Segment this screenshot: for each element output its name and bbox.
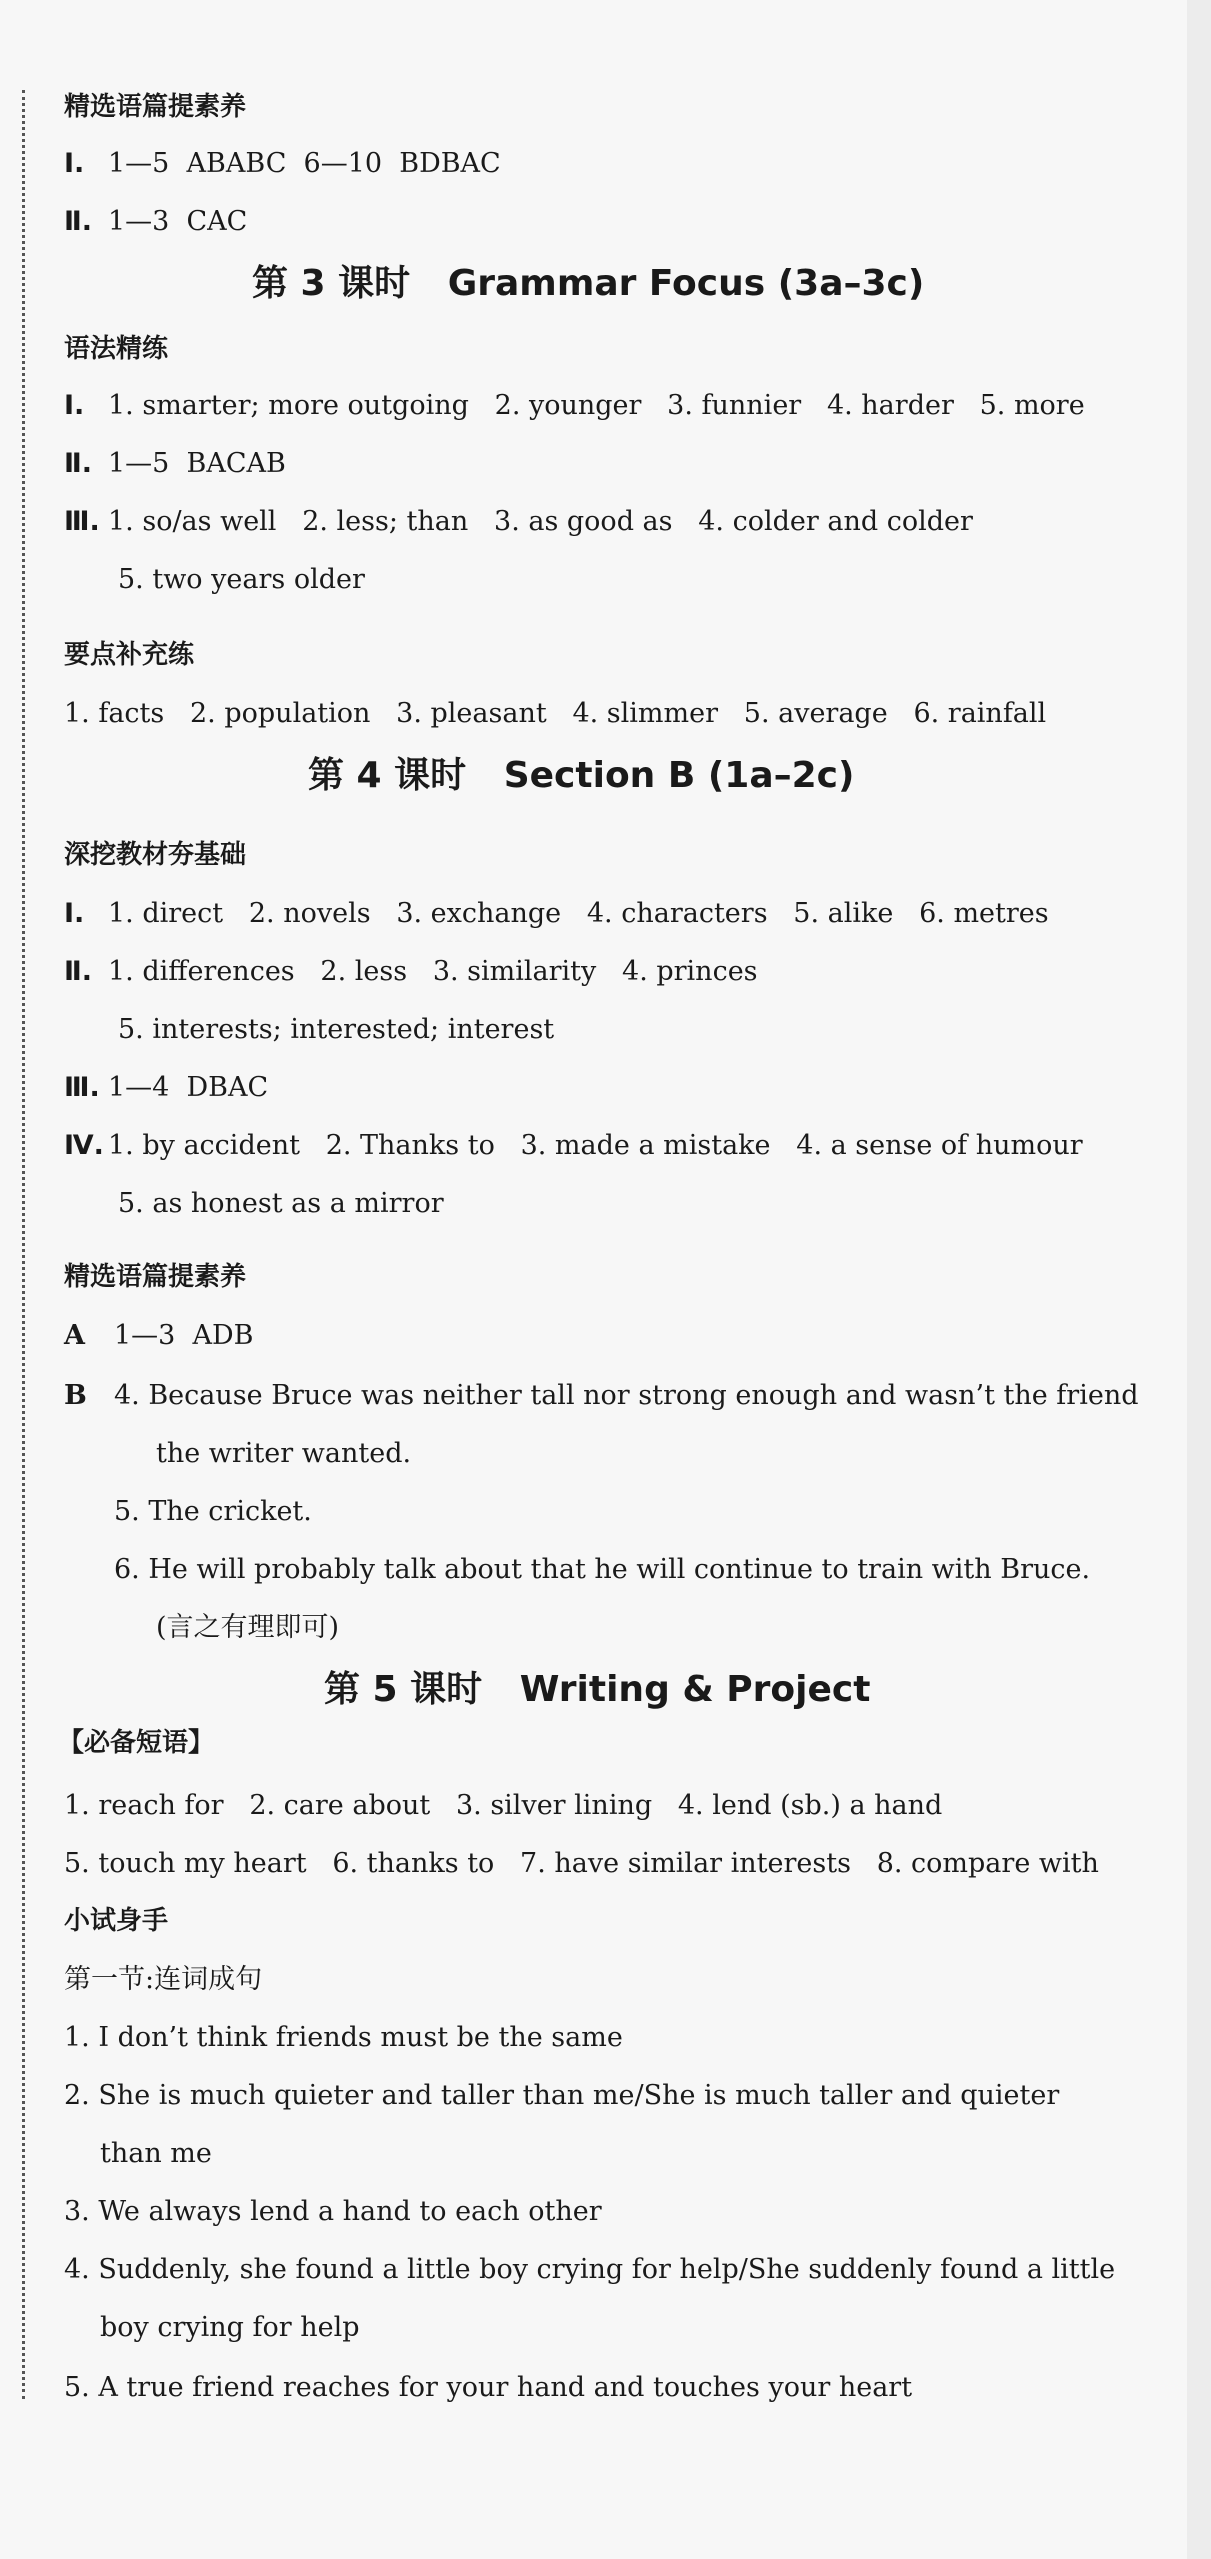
section-heading: 深挖教材夯基础 (64, 840, 247, 870)
section-heading: 语法精练 (64, 334, 169, 364)
answer-line: 3. We always lend a hand to each other (64, 2196, 602, 2227)
lesson-title: 第 3 课时 Grammar Focus (3a–3c) (252, 263, 925, 304)
roman-numeral: Ⅰ. (64, 390, 85, 421)
roman-numeral: Ⅳ. (64, 1130, 104, 1161)
answer-line (64, 1382, 1139, 1409)
answer-text: 1. differences 2. less 3. similarity 4. princes (108, 956, 758, 987)
answer-line: than me (100, 2138, 212, 2169)
roman-numeral: Ⅱ. (64, 448, 93, 479)
section-heading: 【必备短语】 (58, 1728, 215, 1758)
lesson-title: 第 4 课时 Section B (1a–2c) (308, 755, 855, 796)
answer-text: 1—5 ABABC 6—10 BDBAC (108, 148, 501, 179)
answer-line: 5. touch my heart 6. thanks to 7. have similar interests 8. compare with (64, 1848, 1099, 1879)
answer-line: the writer wanted. (156, 1438, 412, 1469)
answer-text: 1—3 CAC (108, 206, 248, 237)
roman-numeral: Ⅰ. (64, 898, 85, 929)
section-heading: 精选语篇提素养 (64, 92, 247, 122)
answer-text: 1. by accident 2. Thanks to 3. made a mistake 4. a sense of humour (108, 1130, 1083, 1161)
answer-line: (言之有理即可) (156, 1612, 340, 1643)
answer-line (64, 392, 1085, 419)
roman-numeral: Ⅰ. (64, 148, 85, 179)
section-heading: 要点补充练 (64, 640, 195, 670)
answer-line (64, 450, 286, 477)
answer-line: 5. two years older (118, 564, 365, 595)
answer-line: 5. interests; interested; interest (118, 1014, 555, 1045)
answer-line (64, 958, 758, 985)
answer-text: 1. so/as well 2. less; than 3. as good as 4. colder and colder (108, 506, 973, 537)
answer-line (64, 208, 247, 235)
passage-label: B (64, 1380, 87, 1411)
roman-numeral: Ⅱ. (64, 206, 93, 237)
answer-text: 1. smarter; more outgoing 2. younger 3. funnier 4. harder 5. more (108, 390, 1085, 421)
roman-numeral: Ⅱ. (64, 956, 93, 987)
page-edge (1187, 0, 1211, 2559)
lesson-title: 第 5 课时 Writing & Project (324, 1669, 871, 1710)
answer-line (64, 1074, 268, 1101)
answer-line: 5. as honest as a mirror (118, 1188, 444, 1219)
roman-numeral: Ⅲ. (64, 1072, 100, 1103)
roman-numeral: Ⅲ. (64, 506, 100, 537)
passage-label: A (64, 1320, 85, 1351)
answer-line: 5. The cricket. (114, 1496, 312, 1527)
section-heading: 小试身手 (64, 1906, 169, 1936)
answer-text: 4. Because Bruce was neither tall nor strong enough and wasn’t the friend (114, 1380, 1139, 1411)
answer-line: 1. I don’t think friends must be the same (64, 2022, 623, 2053)
answer-line: 2. She is much quieter and taller than me/She is much taller and quieter (64, 2080, 1060, 2111)
answer-text: 1—5 BACAB (108, 448, 286, 479)
answer-line: 4. Suddenly, she found a little boy crying for help/She suddenly found a little (64, 2254, 1116, 2285)
answer-line (64, 150, 501, 177)
answer-line (64, 1322, 254, 1349)
answer-line: 5. A true friend reaches for your hand and touches your heart (64, 2372, 913, 2403)
answer-line: 6. He will probably talk about that he will continue to train with Bruce. (114, 1554, 1091, 1585)
answer-line: 1. facts 2. population 3. pleasant 4. slimmer 5. average 6. rainfall (64, 698, 1047, 729)
section-heading: 精选语篇提素养 (64, 1262, 247, 1292)
answer-line: boy crying for help (100, 2312, 360, 2343)
answer-text: 1. direct 2. novels 3. exchange 4. characters 5. alike 6. metres (108, 898, 1049, 929)
answer-text: 1—4 DBAC (108, 1072, 269, 1103)
sub-heading: 第一节:连词成句 (64, 1964, 263, 1995)
answer-line: 1. reach for 2. care about 3. silver lining 4. lend (sb.) a hand (64, 1790, 943, 1821)
answer-text: 1—3 ADB (114, 1320, 254, 1351)
answer-line (64, 900, 1049, 927)
answer-line (64, 508, 973, 535)
answer-line (64, 1132, 1083, 1159)
dotted-margin-line (22, 90, 25, 2399)
